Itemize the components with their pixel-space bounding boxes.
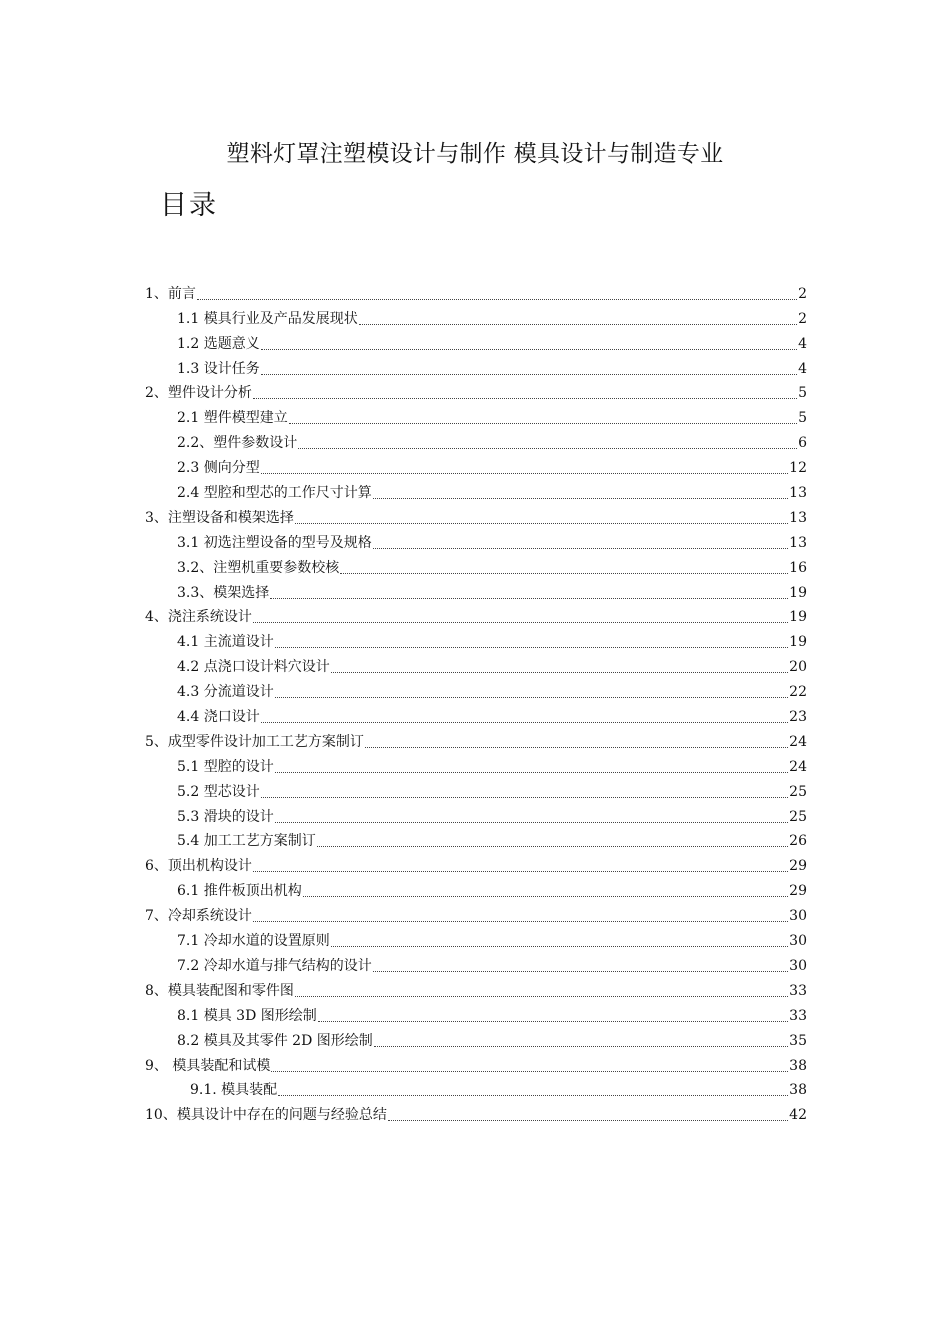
toc-entry-page-number: 2 — [798, 310, 807, 327]
toc-entry-page-number: 30 — [789, 933, 807, 950]
toc-dot-leader — [275, 647, 788, 648]
toc-entry-page-number: 38 — [789, 1082, 807, 1099]
toc-dot-leader — [253, 871, 788, 872]
toc-entry[interactable] — [145, 653, 807, 678]
toc-entry-label: 6、顶出机构设计 — [145, 858, 252, 875]
toc-entry[interactable] — [145, 877, 807, 902]
toc-dot-leader — [373, 971, 788, 972]
toc-entry[interactable] — [145, 852, 807, 877]
toc-entry-label: 10、模具设计中存在的问题与经验总结 — [145, 1107, 387, 1124]
toc-dot-leader — [365, 747, 788, 748]
toc-entry-page-number: 25 — [789, 808, 807, 825]
toc-dot-leader — [270, 598, 788, 599]
toc-entry-label: 1.2 选题意义 — [177, 335, 260, 352]
toc-entry-page-number: 29 — [789, 883, 807, 900]
toc-dot-leader — [295, 996, 788, 997]
toc-entry[interactable] — [145, 703, 807, 728]
toc-dot-leader — [275, 822, 788, 823]
toc-entry-page-number: 25 — [789, 783, 807, 800]
toc-dot-leader — [261, 374, 797, 375]
toc-entry[interactable] — [145, 778, 807, 803]
toc-entry-page-number: 4 — [798, 360, 807, 377]
toc-entry-label: 2.2、塑件参数设计 — [177, 435, 298, 452]
toc-entry-page-number: 33 — [789, 1007, 807, 1024]
toc-entry[interactable] — [145, 678, 807, 703]
toc-dot-leader — [278, 1095, 788, 1096]
toc-entry[interactable] — [145, 305, 807, 330]
toc-dot-leader — [373, 548, 788, 549]
toc-dot-leader — [289, 423, 797, 424]
toc-entry[interactable] — [145, 1077, 807, 1102]
toc-dot-leader — [275, 772, 788, 773]
toc-entry-label: 4.1 主流道设计 — [177, 634, 274, 651]
toc-entry-label: 7.1 冷却水道的设置原则 — [177, 933, 330, 950]
toc-entry-label: 5、成型零件设计加工工艺方案制订 — [145, 733, 364, 750]
toc-entry-label: 8、模具装配图和零件图 — [145, 982, 294, 999]
toc-dot-leader — [253, 921, 788, 922]
toc-entry-page-number: 12 — [789, 460, 807, 477]
toc-entry-page-number: 5 — [798, 385, 807, 402]
toc-entry-page-number: 30 — [789, 908, 807, 925]
toc-dot-leader — [261, 473, 788, 474]
toc-dot-leader — [271, 1071, 788, 1072]
toc-dot-leader — [253, 622, 788, 623]
toc-entry-label: 5.2 型芯设计 — [177, 783, 260, 800]
toc-dot-leader — [303, 896, 788, 897]
toc-entry-page-number: 2 — [798, 285, 807, 302]
toc-entry-label: 5.4 加工工艺方案制订 — [177, 833, 316, 850]
toc-dot-leader — [374, 1046, 788, 1047]
toc-entry[interactable] — [145, 554, 807, 579]
toc-entry-label: 1、前言 — [145, 285, 196, 302]
toc-entry-page-number: 19 — [789, 609, 807, 626]
toc-entry[interactable] — [145, 952, 807, 977]
toc-entry-page-number: 13 — [789, 509, 807, 526]
toc-entry[interactable] — [145, 429, 807, 454]
toc-entry-page-number: 33 — [789, 982, 807, 999]
toc-entry-label: 3.2、注塑机重要参数校核 — [177, 559, 340, 576]
toc-entry-label: 3、注塑设备和模架选择 — [145, 509, 294, 526]
toc-entry[interactable] — [145, 828, 807, 853]
toc-dot-leader — [275, 697, 788, 698]
toc-entry-label: 4.2 点浇口设计料穴设计 — [177, 659, 330, 676]
toc-entry[interactable] — [145, 977, 807, 1002]
toc-entry-label: 9、 模具装配和试模 — [145, 1057, 271, 1074]
toc-dot-leader — [298, 448, 797, 449]
toc-entry[interactable] — [145, 280, 807, 305]
toc-dot-leader — [388, 1120, 788, 1121]
toc-entry-label: 8.2 模具及其零件 2D 图形绘制 — [177, 1032, 373, 1049]
toc-entry-label: 9.1. 模具装配 — [190, 1082, 278, 1099]
toc-entry[interactable] — [145, 479, 807, 504]
toc-entry[interactable] — [145, 504, 807, 529]
toc-entry-page-number: 42 — [789, 1107, 807, 1124]
toc-entry[interactable] — [145, 380, 807, 405]
toc-entry-label: 3.3、模架选择 — [177, 584, 270, 601]
toc-dot-leader — [261, 797, 788, 798]
toc-entry[interactable] — [145, 1101, 807, 1126]
toc-entry-page-number: 16 — [789, 559, 807, 576]
toc-entry[interactable] — [145, 529, 807, 554]
toc-dot-leader — [331, 946, 788, 947]
toc-entry-page-number: 5 — [798, 410, 807, 427]
table-of-contents — [145, 280, 807, 1126]
toc-entry[interactable] — [145, 1027, 807, 1052]
toc-entry-page-number: 29 — [789, 858, 807, 875]
toc-entry[interactable] — [145, 753, 807, 778]
toc-dot-leader — [261, 349, 797, 350]
toc-heading: 目录 — [160, 190, 218, 221]
toc-entry-label: 6.1 推件板顶出机构 — [177, 883, 302, 900]
document-title: 塑料灯罩注塑模设计与制作 模具设计与制造专业 — [226, 141, 724, 167]
toc-entry-page-number: 22 — [789, 684, 807, 701]
toc-entry-page-number: 19 — [789, 584, 807, 601]
toc-entry-label: 2.1 塑件模型建立 — [177, 410, 288, 427]
toc-entry-label: 4.3 分流道设计 — [177, 684, 274, 701]
toc-entry[interactable] — [145, 628, 807, 653]
toc-entry-label: 7、冷却系统设计 — [145, 908, 252, 925]
toc-entry-label: 3.1 初选注塑设备的型号及规格 — [177, 534, 372, 551]
toc-entry[interactable] — [145, 579, 807, 604]
toc-entry-label: 2.4 型腔和型芯的工作尺寸计算 — [177, 485, 372, 502]
toc-entry-label: 5.3 滑块的设计 — [177, 808, 274, 825]
toc-entry-label: 4、浇注系统设计 — [145, 609, 252, 626]
toc-entry-page-number: 23 — [789, 709, 807, 726]
toc-dot-leader — [331, 672, 788, 673]
toc-entry-page-number: 38 — [789, 1057, 807, 1074]
toc-entry-label: 1.1 模具行业及产品发展现状 — [177, 310, 358, 327]
toc-entry-label: 2、塑件设计分析 — [145, 385, 252, 402]
toc-entry-page-number: 20 — [789, 659, 807, 676]
toc-dot-leader — [318, 1021, 788, 1022]
toc-entry[interactable] — [145, 1052, 807, 1077]
toc-dot-leader — [295, 523, 788, 524]
toc-entry-page-number: 30 — [789, 957, 807, 974]
toc-entry-page-number: 19 — [789, 634, 807, 651]
toc-dot-leader — [359, 324, 797, 325]
toc-entry[interactable] — [145, 902, 807, 927]
toc-entry[interactable] — [145, 330, 807, 355]
toc-dot-leader — [261, 722, 788, 723]
toc-entry-label: 5.1 型腔的设计 — [177, 758, 274, 775]
toc-entry-page-number: 26 — [789, 833, 807, 850]
toc-entry[interactable] — [145, 728, 807, 753]
toc-entry[interactable] — [145, 604, 807, 629]
toc-entry-page-number: 13 — [789, 534, 807, 551]
toc-entry-page-number: 13 — [789, 485, 807, 502]
toc-entry[interactable] — [145, 803, 807, 828]
toc-dot-leader — [197, 299, 797, 300]
toc-entry-page-number: 24 — [789, 758, 807, 775]
toc-entry[interactable] — [145, 1002, 807, 1027]
toc-dot-leader — [373, 498, 788, 499]
toc-entry-page-number: 24 — [789, 733, 807, 750]
toc-entry[interactable] — [145, 355, 807, 380]
toc-entry-label: 1.3 设计任务 — [177, 360, 260, 377]
toc-dot-leader — [340, 573, 788, 574]
toc-entry[interactable] — [145, 454, 807, 479]
toc-entry-label: 8.1 模具 3D 图形绘制 — [177, 1007, 317, 1024]
toc-entry-page-number: 35 — [789, 1032, 807, 1049]
toc-entry-label: 7.2 冷却水道与排气结构的设计 — [177, 957, 372, 974]
toc-entry-page-number: 6 — [798, 435, 807, 452]
toc-entry-label: 4.4 浇口设计 — [177, 709, 260, 726]
toc-entry[interactable] — [145, 927, 807, 952]
toc-entry-page-number: 4 — [798, 335, 807, 352]
toc-entry[interactable] — [145, 404, 807, 429]
toc-dot-leader — [253, 398, 797, 399]
toc-dot-leader — [317, 846, 788, 847]
toc-entry-label: 2.3 侧向分型 — [177, 460, 260, 477]
